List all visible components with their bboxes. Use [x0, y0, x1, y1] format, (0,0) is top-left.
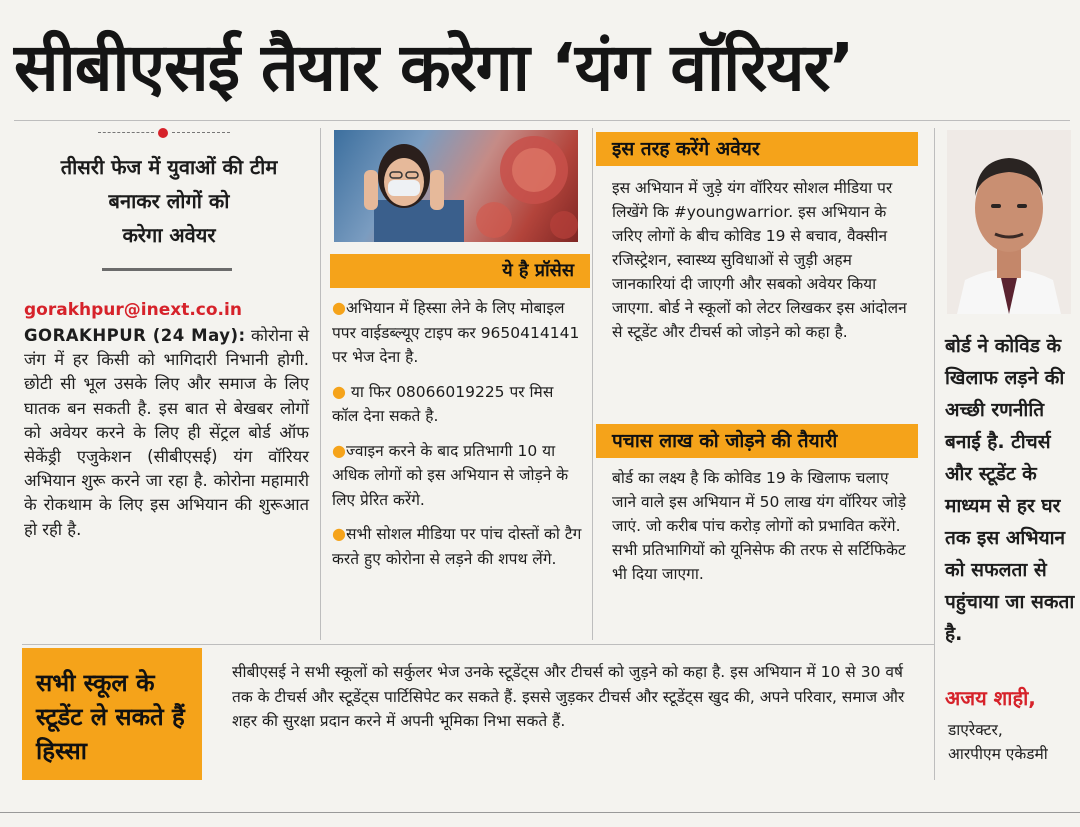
man-portrait-illustration: [947, 130, 1071, 314]
bullet-icon: ●: [332, 381, 346, 401]
article-body: [24, 324, 309, 542]
schools-heading: सभी स्कूल के स्टूडेंट ले सकते हैं हिस्सा: [22, 648, 202, 780]
headline-rule: [14, 120, 1070, 121]
bullet-icon: ●: [332, 524, 346, 543]
expert-quote: बोर्ड ने कोविड के खिलाफ लड़ने की अच्छी रणनीति बनाई है. टीचर्स और स्टूडेंट के माध्यम से हर घर तक इस अभियान को सफलता से पहुंचाया जा सकता है.: [945, 335, 1075, 645]
process-item: ●सभी सोशल मीडिया पर पांच दोस्तों को टैग करते हुए कोरोना से लड़ने की शपथ लेंगे.: [332, 524, 582, 568]
process-item: ●ज्वाइन करने के बाद प्रतिभागी 10 या अधिक लोगों को इस अभियान से जोड़ने के लिए प्रेरित करेंगे.: [332, 440, 569, 509]
subheadline: [24, 150, 314, 252]
target-text: बोर्ड का लक्ष्य है कि कोविड 19 के खिलाफ चलाए जाने वाले इस अभियान में 50 लाख यंग वॉरियर जोड़े जाएं. जो करीब पांच करोड़ लोगों को प्रभावित करेंगे. सभी प्रतिभागियों को यूनिसेफ की तरफ से सर्टिफिकेट भी दिया जाएगा.: [612, 469, 907, 583]
process-heading: ये है प्रॉसेस: [330, 254, 590, 288]
masked-girl-illustration: [334, 130, 578, 242]
expert-portrait: [947, 130, 1071, 314]
headline: सीबीएसई तैयार करेगा ‘यंग वॉरियर’: [14, 29, 854, 106]
bullet-icon: ●: [332, 298, 346, 317]
bullet-icon: ●: [332, 440, 346, 460]
subheadline-rule: [102, 268, 232, 271]
subheadline-line: तीसरी फेज में युवाओं की टीम: [60, 155, 278, 179]
aware-heading: इस तरह करेंगे अवेयर: [596, 132, 918, 166]
column-divider: [592, 128, 593, 640]
dateline: GORAKHPUR (24 May):: [24, 326, 246, 345]
red-dot: [158, 128, 168, 138]
process-item: ●अभियान में हिस्सा लेने के लिए मोबाइल पपर वाईडब्ल्यूए टाइप कर 9650414141 पर भेज देना है.: [332, 298, 580, 366]
schools-text: सीबीएसई ने सभी स्कूलों को सर्कुलर भेज उनके स्टूडेंट्स और टीचर्स को जुड़ने को कहा है. इस अभियान में 10 से 30 वर्ष तक के टीचर्स और स्टूडेंट्स पार्टिसिपेट कर सकते हैं. इससे जुड़कर टीचर्स और स्टूडेंट्स खुद की, अपने परिवार, समाज और शहर की सुरक्षा प्रदान करने में अपनी भूमिका निभा सकते हैं.: [232, 663, 905, 730]
target-heading: पचास लाख को जोड़ने की तैयारी: [596, 424, 918, 458]
separator-ornament: [98, 130, 230, 136]
process-list: [332, 296, 584, 581]
page-bottom-rule: [0, 812, 1080, 813]
expert-role: [948, 718, 1048, 766]
expert-role-line: आरपीएम एकेडमी: [948, 745, 1048, 763]
aware-text: इस अभियान में जुड़े यंग वॉरियर सोशल मीडिया पर लिखेंगे कि #youngwarrior. इस अभियान के जरिए लोगों के बीच कोविड 19 से बचाव, वैक्सीन रजिस्ट्रेशन, स्वास्थ्य सुविधाओं से जुड़ी अहम जानकारियां दी जाएगी और सबको अवेयर किया जाएगा. बोर्ड ने स्कूलों को लेटर लिखकर इस आंदोलन से स्टूडेंट और टीचर्स को जोड़ने को कहा है.: [612, 179, 907, 341]
process-item: ● या फिर 08066019225 पर मिस कॉल देना सकते है.: [332, 381, 554, 425]
column-divider: [320, 128, 321, 640]
bottom-rule: [22, 644, 934, 645]
article-photo: [334, 130, 578, 242]
expert-role-line: डाएरेक्टर,: [948, 721, 1003, 739]
reporter-email[interactable]: gorakhpur@inext.co.in: [24, 300, 242, 320]
column-divider: [934, 128, 935, 780]
subheadline-line: बनाकर लोगों को: [108, 189, 230, 213]
expert-name: अजय शाही,: [945, 686, 1036, 710]
article-body-text: कोरोना से जंग में हर किसी को भागिदारी निभानी होगी. छोटी सी भूल उसके लिए और समाज के लिए घातक बन सकती है. इस बात से बेखबर लोगों को अवेयर करने के लिए ही सेंट्रल बोर्ड ऑफ सेकेंड्री एजुकेशन (सीबीएसई) यंग वॉरियर अभियान शुरू करने जा रहा है. कोरोना महामारी के रोकथाम के लिए इस अभियान की शुरूआत हो रही है.: [24, 326, 309, 539]
subheadline-line: करेगा अवेयर: [122, 223, 216, 247]
